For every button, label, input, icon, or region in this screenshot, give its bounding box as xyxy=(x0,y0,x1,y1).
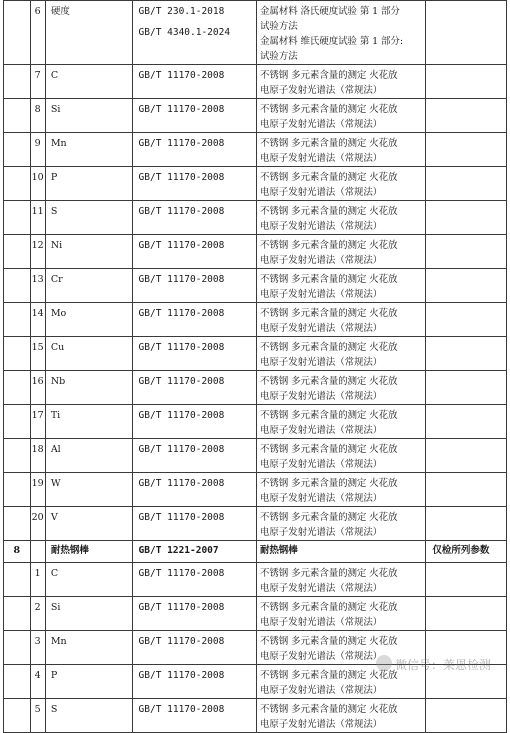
standard-name-line: 电原子发射光谱法（常规法） xyxy=(260,391,383,402)
note-cell xyxy=(426,1,507,65)
item-number-cell: 8 xyxy=(30,99,45,133)
standard-code-cell xyxy=(132,235,256,269)
item-name-cell: Ni xyxy=(45,235,132,269)
standard-name-cell xyxy=(257,167,426,201)
item-name-cell: Si xyxy=(45,99,132,133)
standard-name-cell xyxy=(257,597,426,631)
standard-code-cell xyxy=(132,303,256,337)
category-number-cell xyxy=(4,133,31,167)
item-name-cell: Ti xyxy=(45,405,132,439)
category-number-cell xyxy=(4,371,31,405)
standard-name-line: 不锈钢 多元素含量的测定 火花放 xyxy=(260,274,398,285)
table-row xyxy=(4,269,507,303)
standard-name-cell xyxy=(257,65,426,99)
table-row xyxy=(4,405,507,439)
category-number-cell xyxy=(4,405,31,439)
category-number-cell xyxy=(4,99,31,133)
standard-code: GB/T 11170-2008 xyxy=(138,636,225,647)
category-number-cell: 8 xyxy=(4,541,31,563)
item-number-cell: 15 xyxy=(30,337,45,371)
table-row xyxy=(4,167,507,201)
category-number-cell xyxy=(4,507,31,541)
category-row xyxy=(4,541,507,563)
standard-name-line: 不锈钢 多元素含量的测定 火花放 xyxy=(260,568,398,579)
table-row xyxy=(4,65,507,99)
standard-name-line: 电原子发射光谱法（常规法） xyxy=(260,119,383,130)
item-name-cell: Cr xyxy=(45,269,132,303)
table-row xyxy=(4,563,507,597)
standard-name-cell xyxy=(257,473,426,507)
item-number-cell: 7 xyxy=(30,65,45,99)
standard-name-cell xyxy=(257,99,426,133)
standard-name-line: 耐热钢棒 xyxy=(260,545,298,556)
item-number-cell: 1 xyxy=(30,563,45,597)
standard-code: GB/T 11170-2008 xyxy=(138,70,225,81)
standard-code-cell xyxy=(132,133,256,167)
item-name-cell: Si xyxy=(45,597,132,631)
standard-code-cell xyxy=(132,1,256,65)
standard-name-cell xyxy=(257,337,426,371)
note-cell xyxy=(426,65,507,99)
item-number-cell: 3 xyxy=(30,631,45,665)
standard-name-line: 电原子发射光谱法（常规法） xyxy=(260,85,383,96)
standard-code: GB/T 11170-2008 xyxy=(138,104,225,115)
standard-name-cell xyxy=(257,133,426,167)
standard-name-line: 不锈钢 多元素含量的测定 火花放 xyxy=(260,138,398,149)
standard-code: GB/T 11170-2008 xyxy=(138,478,225,489)
standard-code: GB/T 11170-2008 xyxy=(138,342,225,353)
standards-table xyxy=(3,0,507,733)
standard-code: GB/T 11170-2008 xyxy=(138,512,225,523)
category-number-cell xyxy=(4,303,31,337)
table-row xyxy=(4,371,507,405)
standard-name-line: 电原子发射光谱法（常规法） xyxy=(260,221,383,232)
standard-name-line: 电原子发射光谱法（常规法） xyxy=(260,459,383,470)
standard-name-line: 电原子发射光谱法（常规法） xyxy=(260,583,383,594)
standard-name-line: 金属材料 洛氏硬度试验 第 1 部分 xyxy=(260,6,400,17)
note-cell: 仅检所列参数 xyxy=(426,541,507,563)
standard-code-cell xyxy=(132,507,256,541)
category-number-cell xyxy=(4,563,31,597)
standard-code-cell xyxy=(132,597,256,631)
note-cell xyxy=(426,507,507,541)
standard-name-line: 电原子发射光谱法（常规法） xyxy=(260,289,383,300)
category-number-cell xyxy=(4,269,31,303)
standard-name-line: 不锈钢 多元素含量的测定 火花放 xyxy=(260,444,398,455)
standard-code: GB/T 11170-2008 xyxy=(138,568,225,579)
standard-name-line: 不锈钢 多元素含量的测定 火花放 xyxy=(260,70,398,81)
standard-name-line: 电原子发射光谱法（常规法） xyxy=(260,617,383,628)
item-number-cell: 5 xyxy=(30,699,45,733)
standard-name-line: 不锈钢 多元素含量的测定 火花放 xyxy=(260,636,398,647)
category-number-cell xyxy=(4,699,31,733)
standard-code: GB/T 230.1-2018 xyxy=(138,6,225,17)
standard-code-cell xyxy=(132,167,256,201)
category-number-cell xyxy=(4,631,31,665)
watermark: 微信号：莱恩检测 xyxy=(395,658,492,672)
standard-name-line: 电原子发射光谱法（常规法） xyxy=(260,493,383,504)
note-cell xyxy=(426,167,507,201)
standard-name-line: 不锈钢 多元素含量的测定 火花放 xyxy=(260,342,398,353)
standard-name-cell xyxy=(257,201,426,235)
item-number-cell: 4 xyxy=(30,665,45,699)
standard-name-line: 电原子发射光谱法（常规法） xyxy=(260,255,383,266)
item-name-cell: Mo xyxy=(45,303,132,337)
standard-name-line: 不锈钢 多元素含量的测定 火花放 xyxy=(260,410,398,421)
table-row xyxy=(4,699,507,733)
item-name-cell: P xyxy=(45,665,132,699)
standard-code-cell xyxy=(132,405,256,439)
item-name-cell: V xyxy=(45,507,132,541)
standard-name-line: 电原子发射光谱法（常规法） xyxy=(260,719,383,730)
item-number-cell: 11 xyxy=(30,201,45,235)
standard-code-cell xyxy=(132,563,256,597)
item-name-cell: S xyxy=(45,699,132,733)
standard-code: GB/T 11170-2008 xyxy=(138,240,225,251)
table-row xyxy=(4,99,507,133)
standard-name-line: 电原子发射光谱法（常规法） xyxy=(260,425,383,436)
standard-name-line: 电原子发射光谱法（常规法） xyxy=(260,357,383,368)
standard-code: GB/T 11170-2008 xyxy=(138,138,225,149)
standard-name-cell xyxy=(257,371,426,405)
item-name-cell: Mn xyxy=(45,631,132,665)
standard-code-cell xyxy=(132,337,256,371)
item-number-cell: 20 xyxy=(30,507,45,541)
item-name-cell: C xyxy=(45,563,132,597)
note-cell xyxy=(426,597,507,631)
item-number-cell: 13 xyxy=(30,269,45,303)
note-cell xyxy=(426,563,507,597)
standard-name-line: 电原子发射光谱法（常规法） xyxy=(260,527,383,538)
item-number-cell: 12 xyxy=(30,235,45,269)
standard-name-line: 电原子发射光谱法（常规法） xyxy=(260,187,383,198)
wechat-icon xyxy=(376,655,392,671)
standard-name-cell xyxy=(257,303,426,337)
item-number-cell: 18 xyxy=(30,439,45,473)
standard-name-cell xyxy=(257,405,426,439)
note-cell xyxy=(426,371,507,405)
item-name-cell: P xyxy=(45,167,132,201)
standard-name-line: 金属材料 维氏硬度试验 第 1 部分: xyxy=(260,36,403,47)
standard-name-line: 试验方法 xyxy=(260,21,298,32)
standard-code-cell xyxy=(132,473,256,507)
standard-code-cell xyxy=(132,99,256,133)
item-name-cell: 硬度 xyxy=(45,1,132,65)
standard-name-cell xyxy=(257,541,426,563)
table-row xyxy=(4,597,507,631)
standard-code: GB/T 1221-2007 xyxy=(138,545,219,556)
table-row xyxy=(4,439,507,473)
standard-code-cell xyxy=(132,665,256,699)
table-row xyxy=(4,133,507,167)
standard-code: GB/T 11170-2008 xyxy=(138,172,225,183)
standard-name-line: 不锈钢 多元素含量的测定 火花放 xyxy=(260,240,398,251)
item-name-cell: Al xyxy=(45,439,132,473)
category-number-cell xyxy=(4,439,31,473)
standard-name-line: 不锈钢 多元素含量的测定 火花放 xyxy=(260,172,398,183)
standard-code: GB/T 11170-2008 xyxy=(138,704,225,715)
item-number-cell: 2 xyxy=(30,597,45,631)
standard-code-cell xyxy=(132,699,256,733)
standard-name-line: 不锈钢 多元素含量的测定 火花放 xyxy=(260,704,398,715)
item-number-cell: 16 xyxy=(30,371,45,405)
item-name-cell: Mn xyxy=(45,133,132,167)
standards-table-body xyxy=(4,1,507,733)
standard-name-line: 电原子发射光谱法（常规法） xyxy=(260,153,383,164)
category-number-cell xyxy=(4,1,31,65)
standard-code-cell xyxy=(132,439,256,473)
standard-code: GB/T 11170-2008 xyxy=(138,410,225,421)
note-cell xyxy=(426,337,507,371)
standard-code: GB/T 11170-2008 xyxy=(138,274,225,285)
standard-name-cell xyxy=(257,699,426,733)
table-row xyxy=(4,303,507,337)
item-name-cell: Nb xyxy=(45,371,132,405)
category-number-cell xyxy=(4,65,31,99)
note-cell xyxy=(426,235,507,269)
standard-code-cell xyxy=(132,541,256,563)
item-number-cell: 10 xyxy=(30,167,45,201)
standard-name-line: 电原子发射光谱法（常规法） xyxy=(260,651,383,662)
standard-code-cell xyxy=(132,201,256,235)
standard-name-line: 电原子发射光谱法（常规法） xyxy=(260,685,383,696)
note-cell xyxy=(426,201,507,235)
category-number-cell xyxy=(4,167,31,201)
category-number-cell xyxy=(4,235,31,269)
standard-name-line: 不锈钢 多元素含量的测定 火花放 xyxy=(260,308,398,319)
table-row xyxy=(4,507,507,541)
standard-name-cell xyxy=(257,235,426,269)
table-row xyxy=(4,473,507,507)
item-number-cell: 17 xyxy=(30,405,45,439)
note-cell xyxy=(426,269,507,303)
standard-name-cell xyxy=(257,507,426,541)
standard-name-line: 不锈钢 多元素含量的测定 火花放 xyxy=(260,376,398,387)
table-row xyxy=(4,1,507,65)
standard-code: GB/T 11170-2008 xyxy=(138,602,225,613)
item-name-cell: S xyxy=(45,201,132,235)
note-cell xyxy=(426,303,507,337)
category-number-cell xyxy=(4,201,31,235)
standard-name-cell xyxy=(257,269,426,303)
item-name-cell: 耐热钢棒 xyxy=(45,541,132,563)
standard-code: GB/T 11170-2008 xyxy=(138,206,225,217)
standard-code-cell xyxy=(132,269,256,303)
table-row xyxy=(4,201,507,235)
item-number-cell xyxy=(30,541,45,563)
standard-name-line: 不锈钢 多元素含量的测定 火花放 xyxy=(260,670,398,681)
standard-code-cell xyxy=(132,631,256,665)
table-row xyxy=(4,235,507,269)
standard-name-line: 不锈钢 多元素含量的测定 火花放 xyxy=(260,512,398,523)
standard-name-line: 不锈钢 多元素含量的测定 火花放 xyxy=(260,478,398,489)
standard-name-line: 试验方法 xyxy=(260,51,298,62)
standard-name-line: 不锈钢 多元素含量的测定 火花放 xyxy=(260,602,398,613)
category-number-cell xyxy=(4,665,31,699)
standard-code: GB/T 11170-2008 xyxy=(138,308,225,319)
note-cell xyxy=(426,133,507,167)
standard-name-cell xyxy=(257,563,426,597)
note-cell xyxy=(426,439,507,473)
standard-code: GB/T 11170-2008 xyxy=(138,670,225,681)
item-number-cell: 9 xyxy=(30,133,45,167)
standard-code-cell xyxy=(132,371,256,405)
note-cell xyxy=(426,405,507,439)
item-number-cell: 14 xyxy=(30,303,45,337)
item-number-cell: 19 xyxy=(30,473,45,507)
standard-name-cell xyxy=(257,439,426,473)
category-number-cell xyxy=(4,597,31,631)
standard-name-line: 不锈钢 多元素含量的测定 火花放 xyxy=(260,104,398,115)
item-name-cell: C xyxy=(45,65,132,99)
standard-code: GB/T 11170-2008 xyxy=(138,376,225,387)
note-cell xyxy=(426,99,507,133)
item-number-cell: 6 xyxy=(30,1,45,65)
category-number-cell xyxy=(4,473,31,507)
standard-code-cell xyxy=(132,65,256,99)
item-name-cell: Cu xyxy=(45,337,132,371)
category-number-cell xyxy=(4,337,31,371)
note-cell xyxy=(426,473,507,507)
item-name-cell: W xyxy=(45,473,132,507)
standard-name-line: 不锈钢 多元素含量的测定 火花放 xyxy=(260,206,398,217)
standard-name-line: 电原子发射光谱法（常规法） xyxy=(260,323,383,334)
standard-code: GB/T 11170-2008 xyxy=(138,444,225,455)
table-row xyxy=(4,337,507,371)
note-cell xyxy=(426,699,507,733)
standard-code: GB/T 4340.1-2024 xyxy=(138,27,231,38)
standard-name-cell xyxy=(257,1,426,65)
